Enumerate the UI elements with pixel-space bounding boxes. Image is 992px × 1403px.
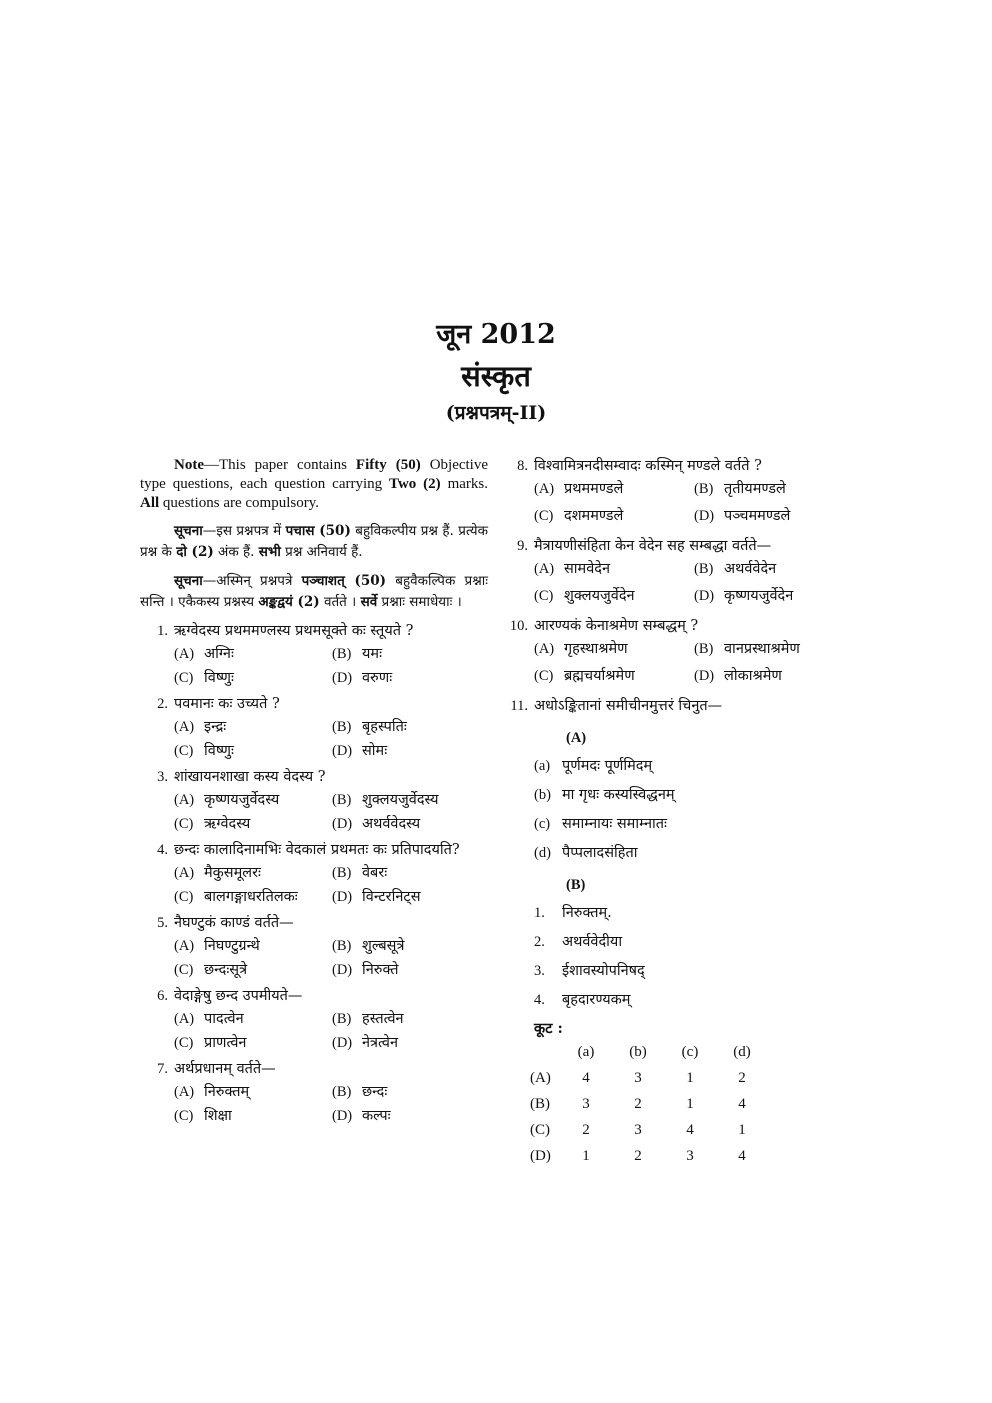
right-column xyxy=(504,456,814,1179)
option-text: सामवेदेन xyxy=(564,561,611,577)
codes-cell: 3 xyxy=(582,1096,590,1112)
option-d xyxy=(332,741,488,761)
subject-title: संस्कृत xyxy=(461,359,531,393)
option-label: (D) xyxy=(332,816,353,832)
question-number: 9. xyxy=(517,538,528,554)
option-label: (A) xyxy=(534,561,555,577)
codes-cell: 4 xyxy=(686,1122,694,1138)
list-b-item-label: 4. xyxy=(534,992,545,1008)
options-grid xyxy=(534,559,814,606)
left-column xyxy=(140,456,488,1132)
question-number: 4. xyxy=(157,842,168,858)
note-hindi: सूचना—इस प्रश्नपत्र में पचास (50) बहुविकल्पीय प्रश्न हैं. प्रत्येक प्रश्न के दो (2) अंक हैं. सभी प्रश्न अनिवार्य हैं. xyxy=(140,523,488,560)
codes-row xyxy=(530,1117,768,1143)
option-text: अथर्ववेदस्य xyxy=(362,816,421,832)
question-text: आरण्यकं केनाश्रमेण सम्बद्धम् ? xyxy=(534,618,699,634)
option-label: (A) xyxy=(174,1084,195,1100)
question-number: 1. xyxy=(157,623,168,639)
question-2 xyxy=(140,694,488,761)
option-label: (C) xyxy=(174,889,194,905)
option-c xyxy=(174,668,332,688)
question-11 xyxy=(504,696,814,1169)
list-b-item-text: अथर्ववेदीया xyxy=(562,934,623,950)
exam-title: जून 2012 xyxy=(436,319,556,350)
option-a xyxy=(174,717,332,737)
option-text: शिक्षा xyxy=(204,1108,232,1124)
question-text: विश्वामित्रनदीसम्वादः कस्मिन् मण्डले वर्तते ? xyxy=(534,458,762,474)
question-number: 8. xyxy=(517,458,528,474)
option-b xyxy=(694,639,814,659)
option-text: पञ्चममण्डले xyxy=(724,508,791,524)
option-label: (C) xyxy=(534,508,554,524)
option-text: इन्द्रः xyxy=(204,719,227,735)
option-label: (D) xyxy=(332,962,353,978)
option-a xyxy=(174,644,332,664)
codes-header-cell: (b) xyxy=(629,1044,647,1060)
option-label: (C) xyxy=(534,668,554,684)
option-text: अथर्ववेदेन xyxy=(724,561,777,577)
codes-row-label: (B) xyxy=(530,1096,550,1112)
option-text: शुल्बसूत्रे xyxy=(362,938,405,954)
list-b-item xyxy=(534,990,814,1010)
list-b-item-label: 3. xyxy=(534,963,545,979)
question-list-right xyxy=(504,456,814,686)
question-text: ऋग्वेदस्य प्रथममण्लस्य प्रथमसूक्ते कः स्तूयते ? xyxy=(174,623,414,639)
codes-cell: 4 xyxy=(582,1070,590,1086)
list-b-item-text: निरुक्तम्. xyxy=(562,905,612,921)
codes-label: कूट : xyxy=(534,1020,563,1037)
option-c xyxy=(534,506,694,526)
option-text: बृहस्पतिः xyxy=(362,719,407,735)
codes-cell: 1 xyxy=(686,1096,694,1112)
option-b xyxy=(332,717,488,737)
option-c xyxy=(174,814,332,834)
option-text: अग्निः xyxy=(204,646,234,662)
question-6 xyxy=(140,986,488,1053)
option-label: (B) xyxy=(694,561,714,577)
option-text: कृष्णयजुर्वेदस्य xyxy=(204,792,280,808)
list-a-item xyxy=(534,756,814,776)
option-label: (B) xyxy=(332,1011,352,1027)
option-text: ऋग्वेदस्य xyxy=(204,816,251,832)
options-grid xyxy=(174,936,488,980)
codes-row xyxy=(530,1143,768,1169)
option-text: निघण्टुग्रन्थे xyxy=(204,938,260,954)
codes-cell: 2 xyxy=(634,1148,642,1164)
option-label: (A) xyxy=(174,938,195,954)
option-label: (B) xyxy=(694,481,714,497)
question-stem xyxy=(504,456,814,476)
list-a-item-label: (c) xyxy=(534,816,551,832)
question-7 xyxy=(140,1059,488,1126)
question-text: शांखायनशाखा कस्य वेदस्य ? xyxy=(174,769,326,785)
option-label: (A) xyxy=(174,719,195,735)
option-a xyxy=(174,863,332,883)
option-text: विष्णुः xyxy=(204,743,234,759)
option-label: (C) xyxy=(174,1108,194,1124)
codes-row xyxy=(530,1091,768,1117)
option-text: छन्दः xyxy=(362,1084,388,1100)
option-text: ब्रह्मचर्याश्रमेण xyxy=(564,668,635,684)
question-text: अर्थप्रधानम् वर्तते— xyxy=(174,1061,276,1077)
option-label: (A) xyxy=(174,792,195,808)
list-a-item-label: (b) xyxy=(534,787,551,803)
list-a-item-label: (d) xyxy=(534,845,551,861)
option-label: (D) xyxy=(332,1108,353,1124)
option-label: (D) xyxy=(694,588,715,604)
option-label: (B) xyxy=(332,1084,352,1100)
codes-corner-cell xyxy=(530,1039,560,1065)
list-b-item xyxy=(534,932,814,952)
list-a-item-text: मा गृधः कस्यस्विद्धनम् xyxy=(562,787,675,803)
paper-label: (प्रश्नपत्रम्-II) xyxy=(445,402,547,424)
option-c xyxy=(174,1106,332,1126)
question-text: मैत्रायणीसंहिता केन वेदेन सह सम्बद्धा वर्तते— xyxy=(534,538,772,554)
option-label: (B) xyxy=(332,865,352,881)
option-a xyxy=(534,479,694,499)
option-label: (C) xyxy=(174,743,194,759)
option-label: (B) xyxy=(332,792,352,808)
codes-cell: 3 xyxy=(634,1122,642,1138)
option-label: (D) xyxy=(694,668,715,684)
option-label: (A) xyxy=(174,646,195,662)
codes-cell: 3 xyxy=(634,1070,642,1086)
codes-cell: 1 xyxy=(582,1148,590,1164)
option-text: यमः xyxy=(362,646,383,662)
list-a xyxy=(504,756,814,863)
option-label: (D) xyxy=(332,743,353,759)
option-text: शुक्लयजुर्वेदेन xyxy=(564,588,635,604)
list-b-item-label: 2. xyxy=(534,934,545,950)
option-a xyxy=(174,1009,332,1029)
option-text: प्राणत्वेन xyxy=(204,1035,247,1051)
option-text: सोमः xyxy=(362,743,388,759)
option-d xyxy=(332,814,488,834)
option-label: (C) xyxy=(174,962,194,978)
list-b-item-text: ईशावस्योपनिषद् xyxy=(562,963,645,979)
question-stem xyxy=(504,616,814,636)
options-grid xyxy=(174,790,488,834)
option-c xyxy=(174,887,332,907)
codes-cell: 1 xyxy=(738,1122,746,1138)
codes-cell: 4 xyxy=(738,1096,746,1112)
list-b-item-text: बृहदारण्यकम् xyxy=(562,992,631,1008)
codes-header-cell: (d) xyxy=(733,1044,751,1060)
codes-header-cell: (a) xyxy=(577,1044,595,1060)
option-b xyxy=(332,936,488,956)
question-text: छन्दः कालादिनामभिः वेदकालं प्रथमतः कः प्रतिपादयति? xyxy=(174,842,460,858)
question-3 xyxy=(140,767,488,834)
option-label: (C) xyxy=(174,670,194,686)
option-d xyxy=(694,666,814,686)
list-b-heading: (B) xyxy=(566,877,586,893)
list-a-item xyxy=(534,785,814,805)
option-label: (D) xyxy=(332,889,353,905)
options-grid xyxy=(174,1009,488,1053)
question-number: 3. xyxy=(157,769,168,785)
question-number: 11. xyxy=(510,698,528,714)
list-b-item-label: 1. xyxy=(534,905,545,921)
option-label: (A) xyxy=(534,481,555,497)
option-text: कृष्णयजुर्वेदेन xyxy=(724,588,794,604)
question-number: 7. xyxy=(157,1061,168,1077)
option-text: तृतीयमण्डले xyxy=(724,481,786,497)
list-a-item-text: पैप्पलादसंहिता xyxy=(562,845,638,861)
options-grid xyxy=(534,639,814,686)
question-number: 10. xyxy=(509,618,528,634)
question-number: 6. xyxy=(157,988,168,1004)
option-a xyxy=(174,790,332,810)
option-label: (B) xyxy=(332,938,352,954)
question-stem xyxy=(140,913,488,933)
codes-cell: 2 xyxy=(582,1122,590,1138)
question-list-left xyxy=(140,621,488,1126)
option-label: (D) xyxy=(332,1035,353,1051)
page-header xyxy=(0,316,992,428)
option-d xyxy=(694,586,814,606)
note-sanskrit: सूचना—अस्मिन् प्रश्नपत्रे पञ्चाशत् (50) बहुवैकल्पिक प्रश्नाः सन्ति । एकैकस्य प्रश्नस्य अङ्कद्वयं (2) वर्तते । सर्वे प्रश्नाः समाधेयाः । xyxy=(140,573,488,610)
option-text: निरुक्ते xyxy=(362,962,399,978)
question-text: अधोऽङ्कितानां समीचीनमुत्तरं चिनुत— xyxy=(534,698,723,714)
codes-table xyxy=(530,1039,768,1169)
question-5 xyxy=(140,913,488,980)
list-a-item xyxy=(534,843,814,863)
option-text: वेबरः xyxy=(362,865,388,881)
option-text: पादत्वेन xyxy=(204,1011,244,1027)
options-grid xyxy=(174,644,488,688)
question-stem xyxy=(140,840,488,860)
option-a xyxy=(534,559,694,579)
codes-row xyxy=(530,1065,768,1091)
question-8 xyxy=(504,456,814,526)
codes-cell: 2 xyxy=(634,1096,642,1112)
option-text: गृहस्थाश्रमेण xyxy=(564,641,628,657)
option-label: (C) xyxy=(534,588,554,604)
option-text: लोकाश्रमेण xyxy=(724,668,782,684)
option-label: (C) xyxy=(174,816,194,832)
option-text: बालगङ्गाधरतिलकः xyxy=(204,889,298,905)
option-b xyxy=(694,559,814,579)
codes-row-label: (C) xyxy=(530,1122,550,1138)
option-label: (B) xyxy=(332,719,352,735)
option-d xyxy=(332,1033,488,1053)
question-9 xyxy=(504,536,814,606)
option-label: (A) xyxy=(174,865,195,881)
list-a-item-label: (a) xyxy=(534,758,551,774)
question-text: वेदाङ्गेषु छन्द उपमीयते— xyxy=(174,988,303,1004)
question-stem xyxy=(140,694,488,714)
option-b xyxy=(332,644,488,664)
codes-cell: 2 xyxy=(738,1070,746,1086)
question-stem xyxy=(140,767,488,787)
question-text: नैघण्टुकं काण्डं वर्तते— xyxy=(174,915,294,931)
option-d xyxy=(332,668,488,688)
list-b xyxy=(504,903,814,1010)
option-label: (D) xyxy=(332,670,353,686)
option-text: विष्णुः xyxy=(204,670,234,686)
option-text: प्रथममण्डले xyxy=(564,481,624,497)
option-b xyxy=(694,479,814,499)
options-grid xyxy=(534,479,814,526)
option-b xyxy=(332,1082,488,1102)
question-stem xyxy=(504,536,814,556)
option-text: दशममण्डले xyxy=(564,508,624,524)
option-label: (D) xyxy=(694,508,715,524)
list-a-heading: (A) xyxy=(566,730,587,746)
option-d xyxy=(332,887,488,907)
option-c xyxy=(174,741,332,761)
option-a xyxy=(174,1082,332,1102)
option-d xyxy=(694,506,814,526)
list-a-item-text: समाम्नायः समाम्नातः xyxy=(562,816,667,832)
codes-cell: 3 xyxy=(686,1148,694,1164)
option-text: हस्तत्वेन xyxy=(362,1011,404,1027)
question-text: पवमानः कः उच्यते ? xyxy=(174,696,280,712)
option-text: विन्टरनिट्स xyxy=(362,889,421,905)
option-a xyxy=(534,639,694,659)
option-label: (B) xyxy=(694,641,714,657)
option-text: निरुक्तम् xyxy=(204,1084,250,1100)
list-b-item xyxy=(534,903,814,923)
question-stem xyxy=(140,621,488,641)
codes-cell: 1 xyxy=(686,1070,694,1086)
list-a-item xyxy=(534,814,814,834)
option-a xyxy=(174,936,332,956)
option-text: नेत्रत्वेन xyxy=(362,1035,399,1051)
option-text: वरुणः xyxy=(362,670,393,686)
option-text: वानप्रस्थाश्रमेण xyxy=(724,641,800,657)
options-grid xyxy=(174,717,488,761)
option-label: (A) xyxy=(534,641,555,657)
question-number: 5. xyxy=(157,915,168,931)
codes-header-row xyxy=(530,1039,768,1065)
options-grid xyxy=(174,863,488,907)
options-grid xyxy=(174,1082,488,1126)
codes-row-label: (A) xyxy=(530,1070,551,1086)
question-stem xyxy=(140,1059,488,1079)
option-b xyxy=(332,790,488,810)
option-text: शुक्लयजुर्वेदस्य xyxy=(362,792,439,808)
question-10 xyxy=(504,616,814,686)
option-c xyxy=(174,1033,332,1053)
option-text: मैकुसमूलरः xyxy=(204,865,261,881)
note-english: Note—This paper contains Fifty (50) Objective type questions, each question carrying Two (2) marks. All questions are compulsory. xyxy=(140,457,489,511)
question-4 xyxy=(140,840,488,907)
option-text: कल्पः xyxy=(362,1108,391,1124)
option-d xyxy=(332,1106,488,1126)
option-c xyxy=(174,960,332,980)
option-label: (A) xyxy=(174,1011,195,1027)
list-b-item xyxy=(534,961,814,981)
option-d xyxy=(332,960,488,980)
question-number: 2. xyxy=(157,696,168,712)
option-c xyxy=(534,666,694,686)
codes-cell: 4 xyxy=(738,1148,746,1164)
option-b xyxy=(332,1009,488,1029)
codes-header-cell: (c) xyxy=(681,1044,699,1060)
option-label: (B) xyxy=(332,646,352,662)
question-stem xyxy=(140,986,488,1006)
option-b xyxy=(332,863,488,883)
option-label: (C) xyxy=(174,1035,194,1051)
list-a-item-text: पूर्णमदः पूर्णमिदम् xyxy=(562,758,653,774)
option-c xyxy=(534,586,694,606)
option-text: छन्दःसूत्रे xyxy=(204,962,248,978)
question-1 xyxy=(140,621,488,688)
codes-row-label: (D) xyxy=(530,1148,551,1164)
